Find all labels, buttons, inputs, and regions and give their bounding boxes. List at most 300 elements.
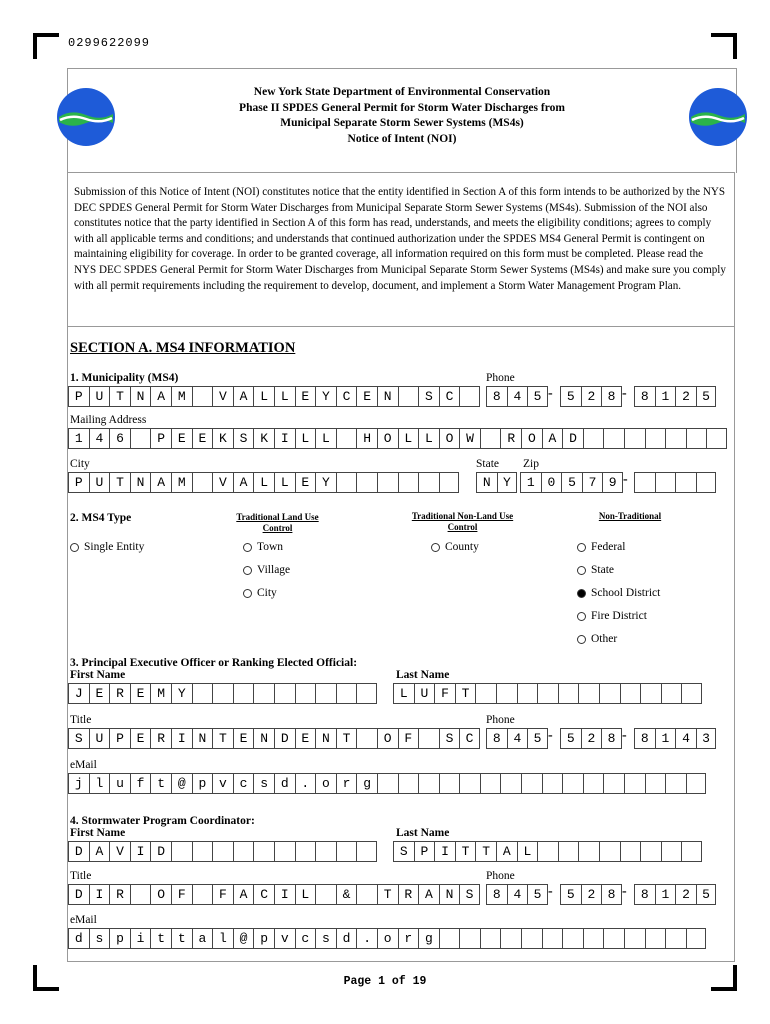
radio-city[interactable] <box>243 587 277 599</box>
radio-label: Village <box>257 564 291 576</box>
char-box: t <box>171 928 192 949</box>
char-box: d <box>274 773 295 794</box>
radio-federal[interactable] <box>577 541 625 553</box>
char-box: E <box>295 728 316 749</box>
char-box <box>542 773 563 794</box>
char-box: & <box>336 884 357 905</box>
char-box: s <box>315 928 336 949</box>
char-box: E <box>233 728 254 749</box>
land-use-heading-line-2: Control <box>262 523 293 533</box>
char-box: p <box>192 773 213 794</box>
char-box: R <box>109 884 130 905</box>
coord-first-label: First Name <box>70 827 126 839</box>
char-box: S <box>393 841 414 862</box>
radio-label: Town <box>257 541 284 553</box>
char-box: V <box>212 386 233 407</box>
state-field[interactable] <box>476 472 517 493</box>
char-box: 9 <box>602 472 623 493</box>
char-box: V <box>212 472 233 493</box>
char-box: . <box>295 773 316 794</box>
mailing-label: Mailing Address <box>70 414 147 426</box>
char-box: 8 <box>634 728 655 749</box>
char-box: R <box>398 884 419 905</box>
char-box: E <box>295 386 316 407</box>
radio-circle-icon <box>577 543 586 552</box>
officer-heading: 3. Principal Executive Officer or Ranking Elected Official: <box>70 657 358 669</box>
char-box <box>558 683 579 704</box>
char-box <box>192 884 213 905</box>
char-box <box>665 428 686 449</box>
char-box <box>578 683 599 704</box>
char-box: Y <box>497 472 518 493</box>
char-box: S <box>68 728 89 749</box>
char-box: 5 <box>560 728 581 749</box>
char-box: F <box>212 884 233 905</box>
char-box <box>599 683 620 704</box>
char-box: g <box>418 928 439 949</box>
radio-label: City <box>257 587 277 599</box>
char-box: I <box>434 841 455 862</box>
non-land-use-heading-line-1: Traditional Non-Land Use <box>411 511 514 521</box>
char-box <box>665 773 686 794</box>
char-box: A <box>233 386 254 407</box>
char-box: 3 <box>696 728 717 749</box>
char-box: 4 <box>507 386 528 407</box>
char-box <box>356 841 377 862</box>
char-box: C <box>253 884 274 905</box>
char-box: O <box>150 884 171 905</box>
char-box: 8 <box>601 386 622 407</box>
radio-other[interactable] <box>577 633 617 645</box>
officer-first-name-field[interactable] <box>68 683 377 704</box>
char-box <box>233 683 254 704</box>
char-box <box>274 683 295 704</box>
char-box: L <box>315 428 336 449</box>
char-box: A <box>233 472 254 493</box>
char-box: L <box>274 386 295 407</box>
ms4-type-label: 2. MS4 Type <box>70 512 132 524</box>
radio-circle-icon <box>70 543 79 552</box>
char-box: 5 <box>696 386 717 407</box>
char-box: Y <box>315 472 336 493</box>
officer-phone-area-field[interactable] <box>486 728 548 749</box>
radio-village[interactable] <box>243 564 290 576</box>
phone-dash: - <box>622 728 627 743</box>
form-header <box>67 68 737 173</box>
char-box: J <box>68 683 89 704</box>
coord-phone-label: Phone <box>486 870 515 882</box>
char-box <box>645 928 666 949</box>
char-box: F <box>434 683 455 704</box>
char-box: 8 <box>634 884 655 905</box>
char-box <box>661 683 682 704</box>
char-box <box>706 428 727 449</box>
char-box <box>212 683 233 704</box>
radio-county[interactable] <box>431 541 479 553</box>
char-box <box>356 472 377 493</box>
char-box <box>439 472 460 493</box>
char-box: p <box>253 928 274 949</box>
officer-title-field[interactable] <box>68 728 480 749</box>
phone-dash: - <box>548 728 553 743</box>
char-box <box>562 928 583 949</box>
officer-phone-line-field[interactable] <box>634 728 716 749</box>
char-box: I <box>89 884 110 905</box>
char-box: T <box>336 728 357 749</box>
char-box: E <box>356 386 377 407</box>
char-box: @ <box>233 928 254 949</box>
corner-mark-top-right <box>711 33 737 59</box>
char-box: 8 <box>486 884 507 905</box>
char-box <box>480 773 501 794</box>
header-title <box>68 85 736 147</box>
zip-field[interactable] <box>520 472 623 493</box>
char-box <box>398 773 419 794</box>
mailing-address-field[interactable] <box>68 428 727 449</box>
page-number: Page 1 of 19 <box>343 975 427 988</box>
char-box <box>295 683 316 704</box>
char-box: r <box>398 928 419 949</box>
char-box: R <box>109 683 130 704</box>
char-box <box>459 928 480 949</box>
state-label: State <box>476 458 499 470</box>
char-box <box>537 841 558 862</box>
char-box: M <box>171 386 192 407</box>
header-line-1: New York State Department of Environmental Conservation <box>253 86 551 98</box>
char-box: 1 <box>655 386 676 407</box>
char-box <box>315 884 336 905</box>
char-box: N <box>476 472 497 493</box>
char-box: N <box>377 386 398 407</box>
header-line-4: Notice of Intent (NOI) <box>347 132 457 145</box>
char-box: L <box>517 841 538 862</box>
officer-email-label: eMail <box>70 759 97 771</box>
char-box: 2 <box>675 884 696 905</box>
char-box: 2 <box>675 386 696 407</box>
char-box: T <box>109 472 130 493</box>
char-box: S <box>439 728 460 749</box>
char-box <box>315 683 336 704</box>
char-box <box>686 928 707 949</box>
municipality-label: 1. Municipality (MS4) <box>70 372 179 384</box>
char-box <box>624 928 645 949</box>
char-box <box>459 386 480 407</box>
radio-label: County <box>445 541 479 553</box>
char-box <box>336 472 357 493</box>
char-box <box>603 428 624 449</box>
char-box: 8 <box>601 884 622 905</box>
char-box: A <box>150 472 171 493</box>
char-box <box>253 841 274 862</box>
coord-phone-area-field[interactable] <box>486 884 548 905</box>
char-box <box>681 683 702 704</box>
char-box <box>645 773 666 794</box>
char-box: L <box>418 428 439 449</box>
char-box <box>634 472 655 493</box>
char-box: E <box>192 428 213 449</box>
char-box: N <box>315 728 336 749</box>
char-box: c <box>295 928 316 949</box>
char-box: c <box>233 773 254 794</box>
char-box: O <box>377 428 398 449</box>
coord-phone-prefix-field[interactable] <box>560 884 622 905</box>
coordinator-heading: 4. Stormwater Program Coordinator: <box>70 815 255 827</box>
char-box: r <box>336 773 357 794</box>
char-box <box>624 428 645 449</box>
char-box: o <box>377 928 398 949</box>
city-field[interactable] <box>68 472 459 493</box>
char-box: P <box>109 728 130 749</box>
char-box: U <box>414 683 435 704</box>
muni-phone-line-field[interactable] <box>634 386 716 407</box>
radio-circle-icon <box>243 589 252 598</box>
char-box: V <box>109 841 130 862</box>
char-box: 5 <box>561 472 582 493</box>
char-box: 6 <box>109 428 130 449</box>
char-box <box>356 728 377 749</box>
zip-ext-field[interactable] <box>634 472 716 493</box>
char-box: S <box>233 428 254 449</box>
intro-paragraph: Submission of this Notice of Intent (NOI) constitutes notice that the entity identified in Section A of this form intends to be authorized by the NYS DEC SPDES General Permit for Storm Water Discharges from Municipal Separate Storm Sewer Systems (MS4s). Submission of the NOI also constitutes notice that the party identified in Section A of this form has read, understands, and meets the eligibility conditions; agrees to comply with all applicable terms and conditions; and understands that continued authorization under the SPDES MS4 General Permit is contingent on maintaining eligibility for coverage. In order to be granted coverage, all information required on this form must be completed. Please read the NYS DEC SPDES General Permit for Storm Water Discharges from Municipal Separate Storm Sewer Systems (MS4s) and make sure you comply with all permit requirements including the requirement to develop, document, and implement a Storm Water Management Program Plan. <box>67 172 735 327</box>
muni-phone-label: Phone <box>486 372 515 384</box>
char-box: 8 <box>486 386 507 407</box>
phone-dash: - <box>622 386 627 401</box>
char-box: O <box>521 428 542 449</box>
char-box: K <box>212 428 233 449</box>
char-box <box>356 683 377 704</box>
radio-label: Single Entity <box>84 541 145 553</box>
coord-first-name-field[interactable] <box>68 841 377 862</box>
char-box: 0 <box>541 472 562 493</box>
char-box: O <box>439 428 460 449</box>
radio-circle-icon <box>577 635 586 644</box>
char-box <box>640 683 661 704</box>
char-box: s <box>89 928 110 949</box>
char-box: O <box>377 728 398 749</box>
char-box <box>603 928 624 949</box>
char-box: E <box>89 683 110 704</box>
radio-town[interactable] <box>243 541 283 553</box>
char-box: W <box>459 428 480 449</box>
char-box: E <box>171 428 192 449</box>
char-box: Y <box>315 386 336 407</box>
char-box <box>171 841 192 862</box>
char-box <box>665 928 686 949</box>
char-box: A <box>542 428 563 449</box>
coord-email-field[interactable] <box>68 928 706 949</box>
officer-email-field[interactable] <box>68 773 706 794</box>
char-box: a <box>192 928 213 949</box>
char-box <box>661 841 682 862</box>
char-box: F <box>171 884 192 905</box>
char-box: T <box>455 841 476 862</box>
char-box: A <box>496 841 517 862</box>
coord-title-field[interactable] <box>68 884 480 905</box>
char-box: C <box>336 386 357 407</box>
char-box: D <box>150 841 171 862</box>
muni-phone-area-field[interactable] <box>486 386 548 407</box>
char-box <box>130 884 151 905</box>
char-box: 5 <box>527 728 548 749</box>
char-box <box>480 928 501 949</box>
char-box: A <box>418 884 439 905</box>
char-box <box>599 841 620 862</box>
coord-phone-line-field[interactable] <box>634 884 716 905</box>
char-box: g <box>356 773 377 794</box>
radio-label: State <box>591 564 614 576</box>
char-box <box>558 841 579 862</box>
char-box: 4 <box>507 728 528 749</box>
char-box: R <box>150 728 171 749</box>
land-use-heading <box>215 512 340 534</box>
char-box: D <box>562 428 583 449</box>
char-box: D <box>68 841 89 862</box>
char-box: D <box>274 728 295 749</box>
char-box: 4 <box>89 428 110 449</box>
officer-phone-label: Phone <box>486 714 515 726</box>
char-box <box>500 928 521 949</box>
char-box: T <box>455 683 476 704</box>
char-box: L <box>295 884 316 905</box>
officer-last-label: Last Name <box>396 669 450 681</box>
char-box: v <box>212 773 233 794</box>
char-box <box>130 428 151 449</box>
char-box: E <box>130 683 151 704</box>
char-box: 1 <box>655 884 676 905</box>
char-box: 8 <box>486 728 507 749</box>
radio-circle-icon <box>243 566 252 575</box>
char-box: j <box>68 773 89 794</box>
char-box: U <box>89 472 110 493</box>
char-box: E <box>295 472 316 493</box>
char-box <box>686 773 707 794</box>
radio-school-district[interactable] <box>577 587 660 599</box>
char-box: H <box>356 428 377 449</box>
radio-circle-icon <box>243 543 252 552</box>
char-box: L <box>274 472 295 493</box>
char-box <box>192 472 213 493</box>
char-box: 2 <box>581 728 602 749</box>
char-box: T <box>377 884 398 905</box>
char-box <box>583 928 604 949</box>
char-box: 4 <box>675 728 696 749</box>
char-box: L <box>253 472 274 493</box>
char-box: o <box>315 773 336 794</box>
char-box: t <box>150 928 171 949</box>
char-box: P <box>68 472 89 493</box>
char-box: M <box>150 683 171 704</box>
char-box: N <box>439 884 460 905</box>
char-box <box>439 773 460 794</box>
radio-fire-district[interactable] <box>577 610 647 622</box>
char-box: M <box>171 472 192 493</box>
char-box <box>356 884 377 905</box>
char-box: A <box>233 884 254 905</box>
char-box <box>655 472 676 493</box>
officer-phone-prefix-field[interactable] <box>560 728 622 749</box>
char-box <box>233 841 254 862</box>
char-box <box>640 841 661 862</box>
char-box <box>418 472 439 493</box>
char-box <box>398 386 419 407</box>
char-box <box>496 683 517 704</box>
char-box: d <box>336 928 357 949</box>
char-box <box>620 841 641 862</box>
char-box: 8 <box>634 386 655 407</box>
char-box <box>192 841 213 862</box>
char-box <box>620 683 641 704</box>
char-box <box>583 773 604 794</box>
char-box: 1 <box>520 472 541 493</box>
char-box: L <box>253 386 274 407</box>
radio-label: School District <box>591 587 661 599</box>
char-box: P <box>150 428 171 449</box>
coord-title-label: Title <box>70 870 92 882</box>
phone-dash: - <box>548 386 553 401</box>
char-box <box>500 773 521 794</box>
radio-label: Other <box>591 633 618 645</box>
radio-label: Fire District <box>591 610 647 622</box>
coord-last-label: Last Name <box>396 827 450 839</box>
char-box: l <box>212 928 233 949</box>
char-box: T <box>475 841 496 862</box>
radio-state[interactable] <box>577 564 614 576</box>
char-box <box>418 728 439 749</box>
char-box <box>675 472 696 493</box>
char-box: 7 <box>582 472 603 493</box>
char-box: 5 <box>527 386 548 407</box>
char-box: D <box>68 884 89 905</box>
char-box <box>192 683 213 704</box>
char-box: 5 <box>696 884 717 905</box>
officer-first-label: First Name <box>70 669 126 681</box>
char-box: p <box>109 928 130 949</box>
radio-single-entity[interactable] <box>70 541 144 553</box>
char-box <box>377 773 398 794</box>
char-box: I <box>274 884 295 905</box>
char-box: s <box>253 773 274 794</box>
char-box <box>562 773 583 794</box>
char-box: T <box>212 728 233 749</box>
char-box <box>377 472 398 493</box>
char-box: 1 <box>655 728 676 749</box>
char-box: l <box>89 773 110 794</box>
municipality-field[interactable] <box>68 386 480 407</box>
officer-last-name-field[interactable] <box>393 683 702 704</box>
char-box: C <box>439 386 460 407</box>
zip-label: Zip <box>523 458 539 470</box>
char-box <box>624 773 645 794</box>
radio-circle-icon <box>577 612 586 621</box>
char-box <box>212 841 233 862</box>
char-box: L <box>398 428 419 449</box>
char-box <box>517 683 538 704</box>
char-box: 4 <box>507 884 528 905</box>
char-box <box>542 928 563 949</box>
char-box: S <box>459 884 480 905</box>
char-box <box>418 773 439 794</box>
coord-last-name-field[interactable] <box>393 841 702 862</box>
char-box <box>521 928 542 949</box>
char-box <box>295 841 316 862</box>
muni-phone-prefix-field[interactable] <box>560 386 622 407</box>
char-box <box>336 683 357 704</box>
char-box <box>686 428 707 449</box>
char-box: U <box>89 386 110 407</box>
char-box <box>480 428 501 449</box>
radio-circle-icon <box>577 566 586 575</box>
char-box: P <box>68 386 89 407</box>
